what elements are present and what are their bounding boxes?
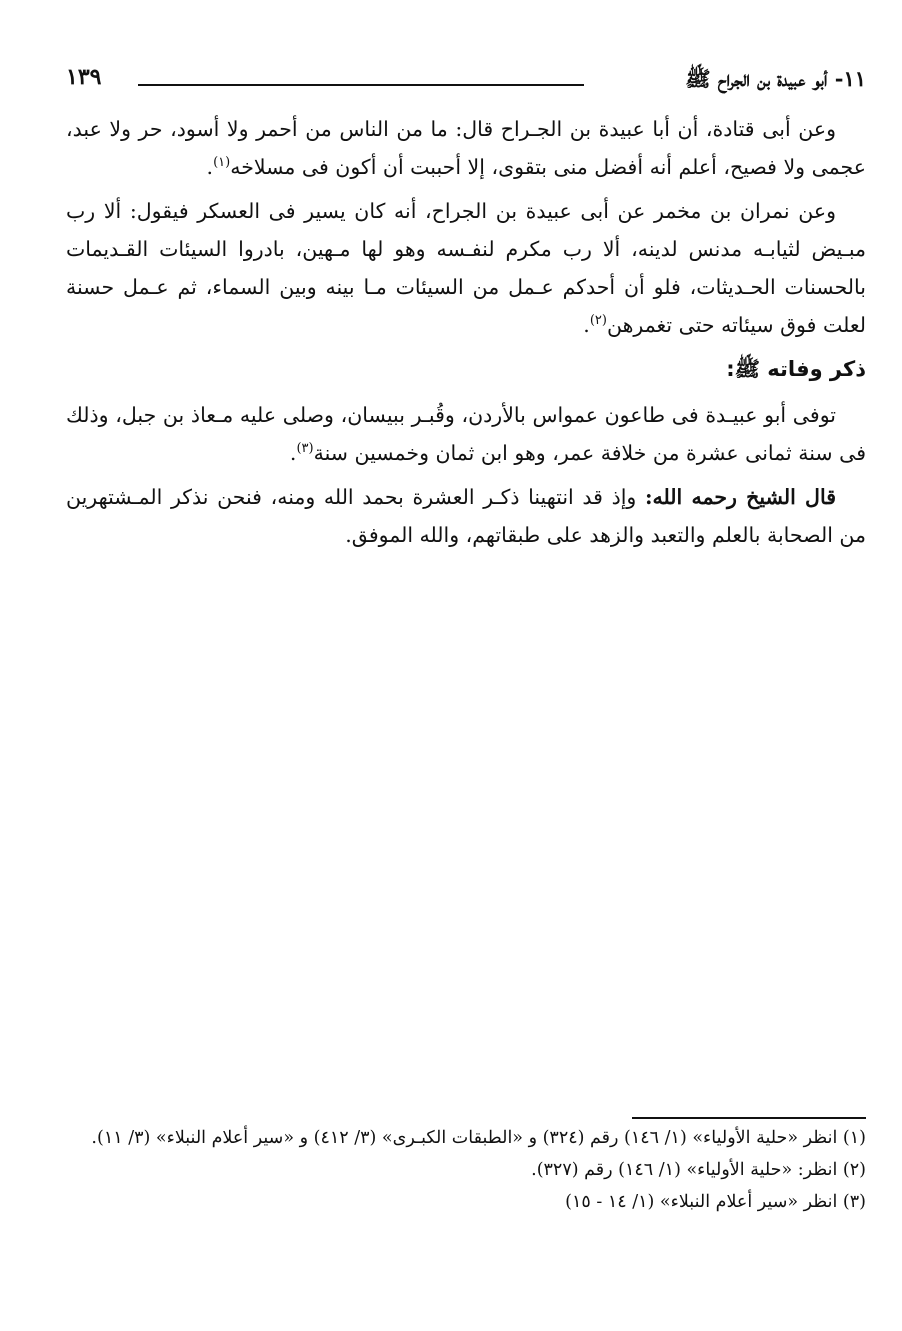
paragraph-text: وإذ قد انتهينا ذكـر العشرة بحمد الله ومنه، فنحن نذكر المـشتهرين من الصحابة بالعلم والتعبد والزهد على طبقاتهم، والله الموفق. xyxy=(66,485,866,547)
running-title: ١١- أبو عبيدة بن الجراح ﷺ xyxy=(685,66,866,91)
paragraph-abu-qatada xyxy=(66,110,866,186)
footnote-separator xyxy=(632,1117,866,1119)
page-header xyxy=(66,62,866,102)
paragraph-text: توفى أبو عبيـدة فى طاعون عمواس بالأردن، وقُبـر ببيسان، وصلى عليه مـعاذ بن جبل، وذلك فى سنة ثمانى عشرة من خلافة عمر، وهو ابن ثمان وخمسين سنة xyxy=(66,403,866,465)
paragraph-numran xyxy=(66,192,866,344)
page-number: ١٣٩ xyxy=(66,64,102,90)
paragraph-end: . xyxy=(583,313,590,337)
main-text xyxy=(66,110,866,560)
paragraph-death xyxy=(66,396,866,472)
paragraph-text: وعن نمران بن مخمر عن أبى عبيدة بن الجراح، أنه كان يسير فى العسكر فيقول: ألا رب مبـيض لثيابـه مدنس لدينه، ألا رب مكرم لنفـسه وهو لها مـهين، بادروا السيئات القـديمات بالحسنات الحـديثات، فلو أن أحدكم عـمل من السيئات مـا بينه وبين السماء، ثم عـمل حسنة لعلت فوق سيئاته حتى تغمرهن xyxy=(66,199,866,337)
paragraph-end: . xyxy=(206,155,214,179)
paragraph-text: وعن أبى قتادة، أن أبا عبيدة بن الجـراح قال: ما من الناس من أحمر ولا أسود، حر ولا عبد، عجمى ولا فصيح، أعلم أنه أفضل منى بتقوى، إلا أحببت أن أكون فى مسلاخه xyxy=(66,117,866,179)
footnote-ref-1: (١) xyxy=(213,155,231,171)
section-heading: ذكر وفاته ﷺ: xyxy=(726,357,866,381)
header-rule xyxy=(138,84,584,86)
footnote-ref-3: (٣) xyxy=(296,441,314,457)
footnote-1: (١) انظر «حلية الأولياء» (١/ ١٤٦) رقم (٣٢٤) و «الطبقات الكبـرى» (٣/ ٤١٢) و «سير أعلام النبلاء» (٣/ ١١). xyxy=(91,1128,866,1148)
paragraph-lead: قال الشيخ رحمه الله: xyxy=(644,485,836,509)
footnote-2: (٢) انظر: «حلية الأولياء» (١/ ١٤٦) رقم (٣٢٧). xyxy=(531,1160,866,1180)
footnote-3: (٣) انظر «سير أعلام النبلاء» (١/ ١٤ - ١٥) xyxy=(565,1192,866,1212)
footnotes xyxy=(66,1122,866,1218)
paragraph-end: . xyxy=(289,441,297,465)
paragraph-closing xyxy=(66,478,866,554)
footnote-ref-2: (٢) xyxy=(589,313,607,329)
